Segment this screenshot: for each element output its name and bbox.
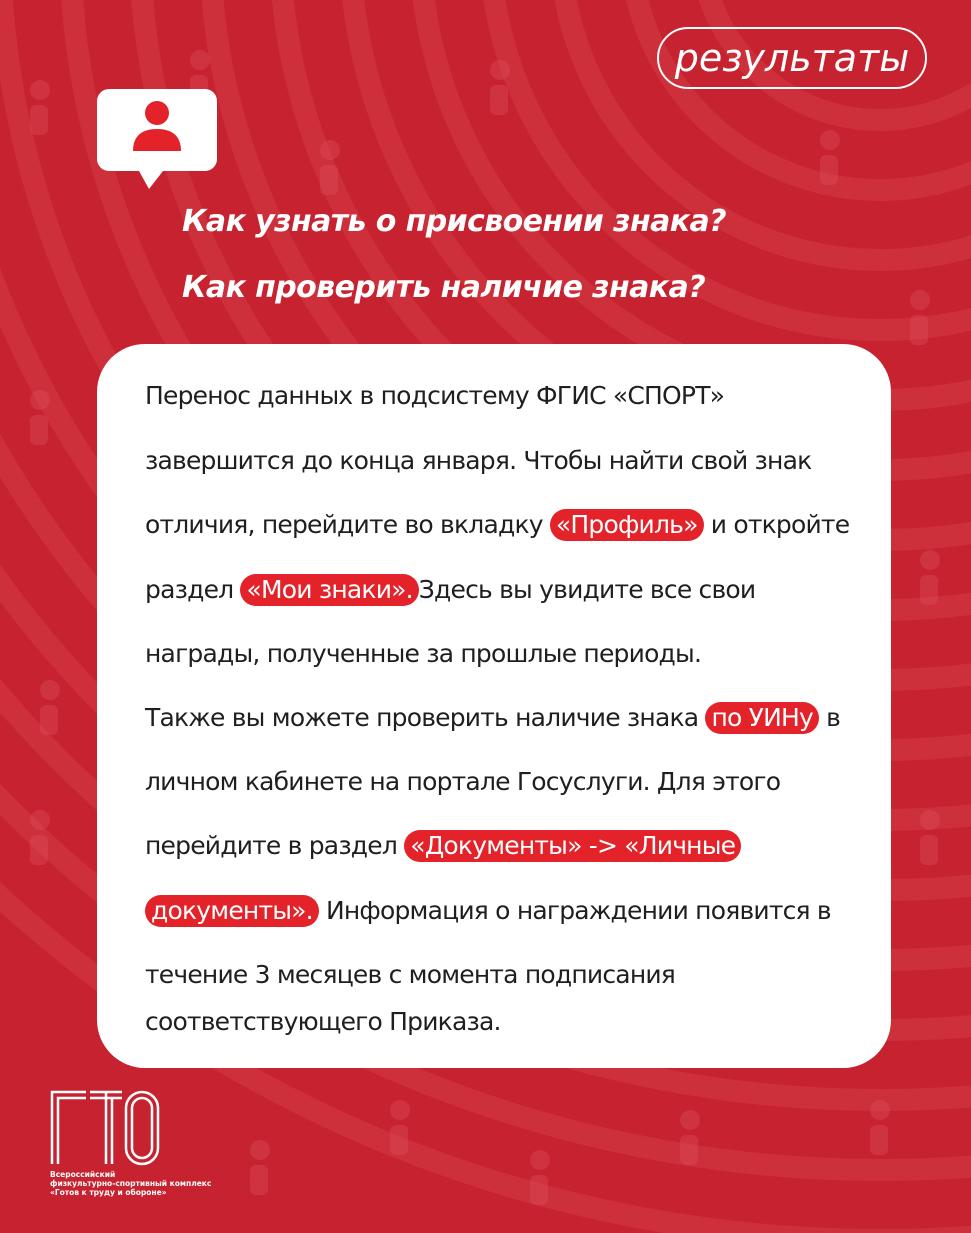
text-segment: личном кабинете на портале Госуслуги. Для этого: [145, 767, 781, 796]
highlight-profile-tab: «Профиль»: [550, 509, 704, 541]
text-segment: течение 3 месяцев с момента подписания: [145, 960, 676, 989]
card-text-line: [145, 572, 755, 608]
text-segment: Перенос данных в подсистему ФГИС «СПОРТ»: [145, 381, 725, 410]
card-text-line: [145, 957, 675, 993]
text-segment: Информация о награждении появится в: [318, 896, 831, 925]
card-text-line: [145, 636, 701, 672]
text-segment: перейдите в раздел: [145, 831, 405, 860]
text-segment: раздел: [145, 575, 241, 604]
text-segment: и откройте: [703, 510, 850, 539]
highlight-uin: по УИНу: [705, 702, 819, 734]
card-text-line: [145, 893, 831, 929]
card-text-line: [145, 828, 741, 864]
card-text-line: [145, 507, 849, 543]
heading-line-2: Как проверить наличие знака?: [182, 270, 705, 305]
logo-caption-line: Всероссийский: [50, 1170, 116, 1179]
highlight-documents-path-end: документы».: [145, 895, 319, 927]
heading-line-1: Как узнать о присвоении знака?: [182, 204, 726, 239]
card-text-line: [145, 1004, 501, 1040]
results-tag: результаты: [657, 27, 927, 89]
user-profile-icon: [97, 89, 217, 193]
gto-logo-caption: [50, 1170, 260, 1197]
logo-caption-line: физкультурно-спортивный комплекс: [50, 1179, 212, 1188]
card-text-line: [145, 700, 840, 736]
text-segment: соответствующего Приказа.: [145, 1007, 501, 1036]
card-text-line: [145, 764, 780, 800]
text-segment: в: [819, 703, 841, 732]
text-segment: Также вы можете проверить наличие знака: [145, 703, 706, 732]
highlight-my-badges: «Мои знаки».: [240, 574, 418, 606]
text-segment: награды, полученные за прошлые периоды.: [145, 639, 702, 668]
card-text-line: [145, 443, 811, 479]
card-text-line: [145, 378, 724, 414]
text-segment: Здесь вы увидите все свои: [418, 575, 756, 604]
text-segment: завершится до конца января. Чтобы найти свой знак: [145, 446, 812, 475]
logo-caption-line: «Готов к труду и обороне»: [50, 1188, 167, 1197]
text-segment: отличия, перейдите во вкладку: [145, 510, 550, 539]
highlight-documents-path: «Документы» -> «Личные: [404, 830, 741, 862]
